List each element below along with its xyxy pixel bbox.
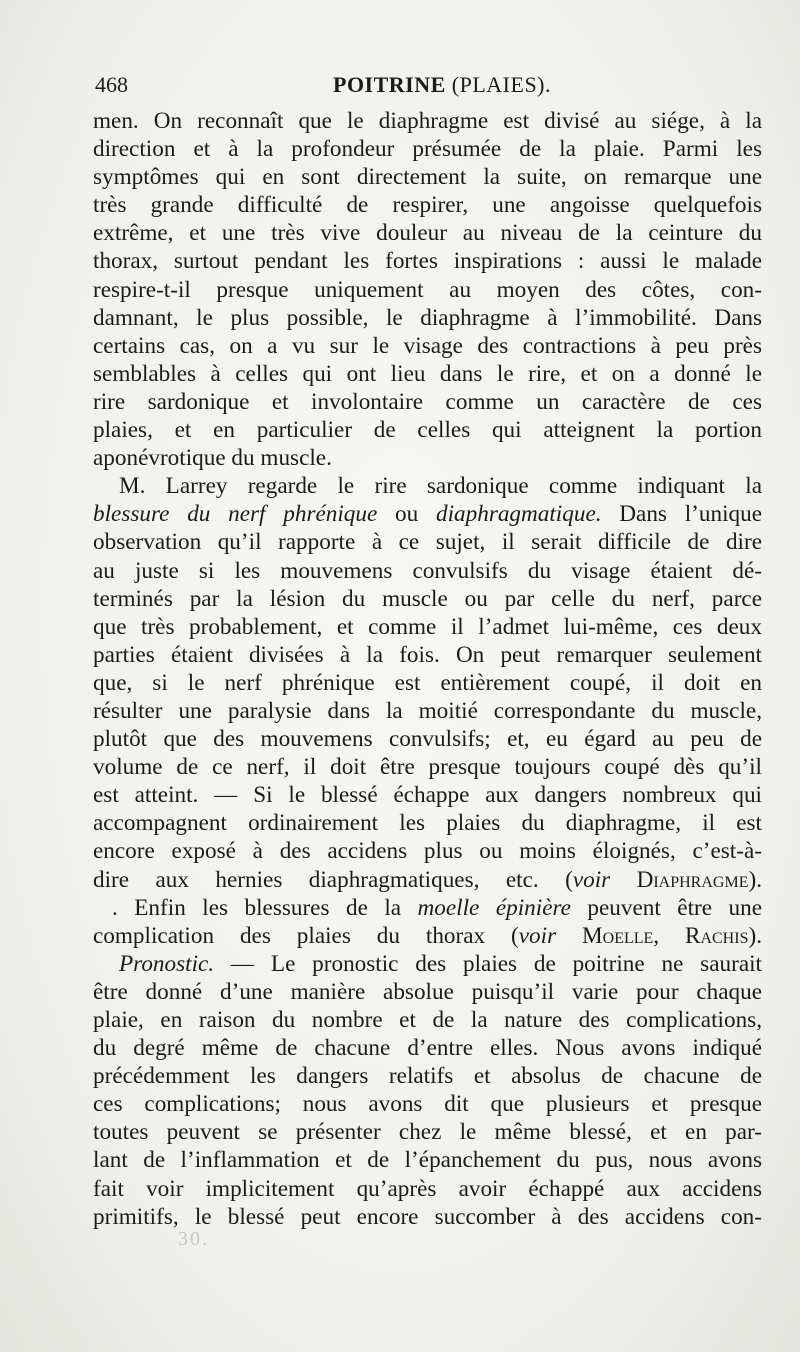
- text-line: extrême, et une très vive douleur au niveau de la ceinture du: [93, 220, 762, 247]
- page-body: [93, 107, 762, 1231]
- text-line: aponévrotique du muscle.: [93, 445, 332, 472]
- text-line: semblables à celles qui ont lieu dans le rire, et on a donné le: [93, 360, 762, 387]
- cross-reference: Diaphragme: [610, 866, 749, 893]
- text-line: thorax, surtout pendant les fortes inspirations : aussi le malade: [93, 248, 762, 275]
- text-line: men. On reconnaît que le diaphragme est divisé au siége, à la: [93, 108, 762, 134]
- page-header: [95, 72, 760, 104]
- text-line: plaie, en raison du nombre et de la nature des complications,: [93, 1007, 762, 1033]
- text-line: [93, 500, 762, 528]
- text-line: être donné d’une manière absolue puisqu’il varie pour chaque: [93, 978, 762, 1005]
- page-number: 468: [95, 72, 128, 97]
- text-line: [93, 894, 762, 922]
- text-run: Dans l’unique: [601, 501, 762, 528]
- text-line: du degré même de chacune d’entre elles. Nous avons indiqué: [93, 1035, 762, 1062]
- text-line: que, si le nerf phrénique est entièrement coupé, il doit en: [93, 669, 762, 696]
- text-line: symptômes qui en sont directement la suite, on remarque une: [93, 164, 762, 191]
- text-line: observation qu’il rapporte à ce sujet, il serait difficile de dire: [93, 529, 762, 556]
- text-run: — Le pronostic des plaies de poitrine ne saurait: [214, 950, 762, 977]
- italic-term: diaphragmatique.: [436, 501, 602, 528]
- text-line: terminés par la lésion du muscle ou par celle du nerf, parce: [93, 585, 762, 612]
- text-line: fait voir implicitement qu’après avoir échappé aux accidens: [93, 1175, 762, 1202]
- text-line: lant de l’inflammation et de l’épanchement du pus, nous avons: [93, 1147, 762, 1174]
- bleed-through-text: 30.: [178, 1228, 209, 1250]
- text-line: damnant, le plus possible, le diaphragme à l’immobilité. Dans: [93, 304, 762, 331]
- running-head-sub: (PLAIES).: [451, 72, 552, 97]
- text-run: . Enfin les blessures de la: [112, 894, 418, 921]
- italic-term: voir: [518, 922, 557, 949]
- paragraph-diaphragm-symptoms: [93, 107, 762, 472]
- text-line: plutôt que des mouvemens convulsifs; et, eu égard au peu de: [93, 726, 762, 753]
- text-line: accompagnent ordinairement les plaies du diaphragme, il est: [93, 810, 762, 837]
- text-line: encore exposé à des accidens plus ou moins éloignés, c’est-à-: [93, 838, 762, 865]
- text-run: dire aux hernies diaphragmatiques, etc. (: [93, 866, 573, 893]
- paragraph-larrey: [93, 472, 762, 893]
- italic-term: moelle épinière: [417, 894, 571, 921]
- text-line: très grande difficulté de respirer, une angoisse quelquefois: [93, 192, 762, 219]
- text-line: [93, 922, 762, 950]
- running-head-main: POITRINE: [333, 72, 446, 97]
- text-line: est atteint. — Si le blessé échappe aux dangers nombreux qui: [93, 782, 762, 809]
- text-line: résulter une paralysie dans la moitié correspondante du muscle,: [93, 697, 762, 724]
- text-line: parties étaient divisées à la fois. On peut remarquer seulement: [93, 641, 762, 668]
- text-run: peuvent être une: [570, 894, 762, 921]
- text-line: volume de ce nerf, il doit être presque toujours coupé dès qu’il: [93, 754, 762, 781]
- text-run: ou: [377, 501, 436, 528]
- text-line: toutes peuvent se présenter chez le même blessé, et en par-: [93, 1119, 762, 1146]
- text-line: M. Larrey regarde le rire sardonique comme indiquant la: [119, 473, 762, 500]
- text-line: certains cas, on a vu sur le visage des contractions à peu près: [93, 332, 762, 359]
- text-run: ).: [748, 922, 762, 949]
- text-line: respire-t-il presque uniquement au moyen des côtes, con-: [93, 276, 762, 303]
- text-run: complication des plaies du thorax (: [93, 922, 519, 949]
- italic-term: blessure du nerf phrénique: [93, 501, 378, 528]
- paragraph-spinal-cord: [93, 894, 762, 950]
- text-line: que très probablement, et comme il l’admet lui-même, ces deux: [93, 613, 762, 640]
- text-line: rire sardonique et involontaire comme un caractère de ces: [93, 388, 762, 415]
- text-line: direction et à la profondeur présumée de la plaie. Parmi les: [93, 136, 762, 163]
- text-line: précédemment les dangers relatifs et absolus de chacune de: [93, 1063, 762, 1090]
- text-line: plaies, et en particulier de celles qui atteignent la portion: [93, 417, 762, 444]
- running-head: [333, 72, 551, 98]
- text-line: [93, 866, 762, 894]
- text-line: primitifs, le blessé peut encore succomber à des accidens con-: [93, 1203, 762, 1230]
- section-lead: Pronostic.: [119, 950, 215, 977]
- text-line: [93, 950, 762, 978]
- italic-term: voir: [572, 866, 611, 893]
- text-run: ).: [748, 866, 762, 893]
- paragraph-prognosis: [93, 950, 762, 1231]
- text-line: au juste si les mouvemens convulsifs du visage étaient dé-: [93, 557, 762, 584]
- text-line: ces complications; nous avons dit que plusieurs et presque: [93, 1091, 762, 1118]
- cross-reference: Moelle, Rachis: [556, 922, 749, 949]
